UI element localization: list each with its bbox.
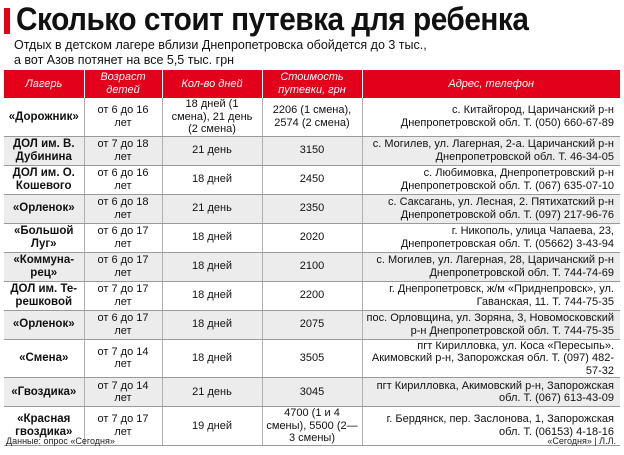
header-age: Возраст детей	[84, 70, 162, 98]
camp-price: 2020	[262, 223, 362, 252]
header-days: Кол-во дней	[162, 70, 262, 98]
camp-address: с. Саксагань, ул. Лесная, 2. Пятихатский р-н Днепропетровской обл. Т. (097) 217-96-76	[362, 194, 620, 223]
camp-name: «Коммуна-рец»	[4, 252, 84, 281]
table-row	[4, 165, 620, 194]
camp-days: 18 дней	[162, 339, 262, 378]
camp-address: пгт Кирилловка, ул. Коса «Пересыпь». Акимовский р-н, Запорожская обл. Т. (097) 482-57-32	[362, 339, 620, 378]
camp-name: ДОЛ им. В. Дубинина	[4, 136, 84, 165]
camp-age: от 6 до 18 лет	[84, 194, 162, 223]
source-note: Данные: опрос «Сегодня»	[6, 436, 115, 446]
camp-address: г. Днепропетровск, ж/м «Приднепровск», ул. Гаванская, 11. Т. 744-75-35	[362, 281, 620, 310]
camp-age: от 7 до 14 лет	[84, 339, 162, 378]
camp-address: пос. Орловщина, ул. Зоряна, 3, Новомосковский р-н Днепропетровской обл. Т. 744-75-35	[362, 310, 620, 339]
camp-days: 21 день	[162, 194, 262, 223]
camp-price: 2200	[262, 281, 362, 310]
camp-address: пгт Кирилловка, Акимовский р-н, Запорожская обл. Т. (067) 613-43-09	[362, 378, 620, 407]
camp-age: от 6 до 17 лет	[84, 223, 162, 252]
subtitle	[14, 38, 614, 68]
camp-days: 19 дней	[162, 407, 262, 446]
camp-days: 18 дней	[162, 165, 262, 194]
camp-days: 18 дней	[162, 252, 262, 281]
camp-age: от 7 до 17 лет	[84, 407, 162, 446]
camps-table	[4, 70, 620, 446]
camp-days: 18 дней (1 смена), 21 день (2 смена)	[162, 98, 262, 136]
table-row	[4, 339, 620, 378]
camp-age: от 7 до 14 лет	[84, 378, 162, 407]
camp-name: «Орленок»	[4, 194, 84, 223]
header-address: Адрес, телефон	[362, 70, 620, 98]
camp-age: от 7 до 17 лет	[84, 281, 162, 310]
camp-price: 2350	[262, 194, 362, 223]
camp-name: «Красная гвоздика»	[4, 407, 84, 446]
camp-age: от 6 до 16 лет	[84, 98, 162, 136]
table-row	[4, 194, 620, 223]
camp-days: 21 день	[162, 378, 262, 407]
table-row	[4, 98, 620, 136]
table-row	[4, 223, 620, 252]
table-row	[4, 378, 620, 407]
camp-days: 21 день	[162, 136, 262, 165]
camp-address: с. Любимовка, Днепропетровский р-н Днепропетровской обл. Т. (067) 635-07-10	[362, 165, 620, 194]
table-header-row	[4, 70, 620, 98]
camp-name: «Гвоздика»	[4, 378, 84, 407]
table-row	[4, 252, 620, 281]
camp-address: с. Могилев, ул. Лагерная, 28, Царичанский р-н Днепропетровской обл. Т. 744-74-69	[362, 252, 620, 281]
camp-name: «Большой Луг»	[4, 223, 84, 252]
table-row	[4, 281, 620, 310]
camp-address: с. Могилев, ул. Лагерная, 2-а. Царичанский р-н Днепропетровской обл. Т. 46-34-05	[362, 136, 620, 165]
header-camp: Лагерь	[4, 70, 84, 98]
page-title: Сколько стоит путевка для ребенка	[16, 1, 529, 37]
camp-name: «Дорожник»	[4, 98, 84, 136]
header-price: Стоимость путевки, грн	[262, 70, 362, 98]
camp-address: г. Бердянск, пер. Заслонова, 1, Запорожская обл. Т. (06153) 4-18-16	[362, 407, 620, 446]
camp-name: ДОЛ им. О. Кошевого	[4, 165, 84, 194]
camp-days: 18 дней	[162, 223, 262, 252]
table-row	[4, 310, 620, 339]
camp-days: 18 дней	[162, 281, 262, 310]
camp-price: 4700 (1 и 4 смены), 5500 (2—3 смены)	[262, 407, 362, 446]
camp-name: ДОЛ им. Те-решковой	[4, 281, 84, 310]
camp-address: с. Китайгород, Царичанский р-н Днепропетровской обл. Т. (050) 660-67-89	[362, 98, 620, 136]
camp-age: от 7 до 18 лет	[84, 136, 162, 165]
camp-name: «Орленок»	[4, 310, 84, 339]
camp-price: 2450	[262, 165, 362, 194]
camp-age: от 6 до 17 лет	[84, 310, 162, 339]
camp-price: 2100	[262, 252, 362, 281]
subtitle-line-1: Отдых в детском лагере вблизи Днепропетровска обойдется до 3 тыс.,	[14, 38, 427, 52]
camp-price: 3150	[262, 136, 362, 165]
title-row	[4, 2, 620, 36]
camp-address: г. Никополь, улица Чапаева, 23, Днепропетровская обл. Т. (05662) 3-43-94	[362, 223, 620, 252]
credit-note: «Сегодня» | Л.Л.	[547, 436, 616, 446]
camp-age: от 6 до 17 лет	[84, 252, 162, 281]
camp-price: 2206 (1 смена), 2574 (2 смена)	[262, 98, 362, 136]
table-row	[4, 136, 620, 165]
camp-days: 18 дней	[162, 310, 262, 339]
title-accent-bar	[4, 8, 10, 34]
camp-age: от 6 до 16 лет	[84, 165, 162, 194]
camp-price: 2075	[262, 310, 362, 339]
camp-price: 3505	[262, 339, 362, 378]
subtitle-line-2: а вот Азов потянет на все 5,5 тыс. грн	[14, 53, 235, 67]
camp-price: 3045	[262, 378, 362, 407]
camp-name: «Смена»	[4, 339, 84, 378]
